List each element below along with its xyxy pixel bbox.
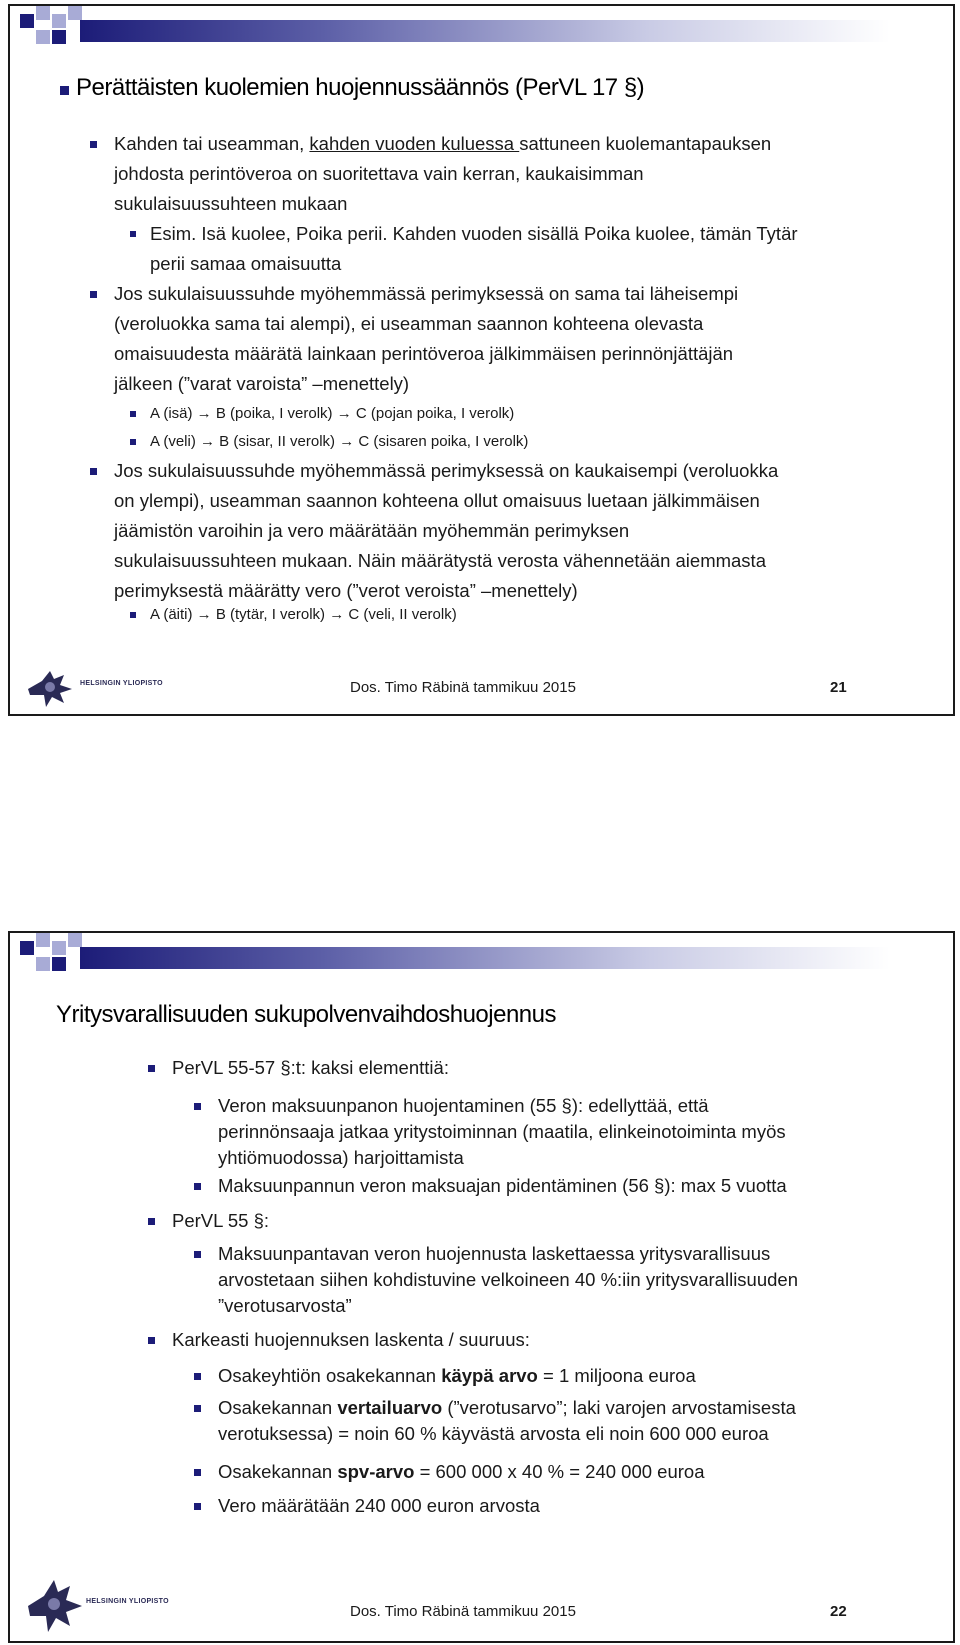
text: A (äiti) → B (tytär, I verolk) → C (veli, II verolk)	[150, 606, 457, 623]
deco-square	[68, 6, 82, 20]
deco-square	[36, 957, 50, 971]
text: perii samaa omaisuutta	[150, 253, 342, 274]
bullet-marker	[90, 291, 97, 298]
page-number: 22	[830, 1603, 847, 1620]
bullet-marker	[194, 1251, 201, 1258]
bullet-item	[172, 1325, 932, 1355]
slide-22	[8, 931, 955, 1643]
bullet-marker	[90, 141, 97, 148]
sub-bullet-item	[150, 219, 950, 279]
logo-emblem-icon	[24, 1568, 94, 1634]
bullet-marker	[194, 1405, 201, 1412]
sub-bullet-item	[218, 1457, 938, 1487]
logo-emblem-icon	[24, 661, 84, 709]
text: sattuneen kuolemantapauksen	[519, 133, 772, 154]
deco-square	[52, 14, 66, 28]
sub-bullet-item	[218, 1241, 938, 1319]
bullet-item	[172, 1053, 932, 1083]
bullet-marker	[194, 1503, 201, 1510]
title-bullet	[60, 86, 69, 95]
university-logo	[24, 1568, 184, 1638]
text: PerVL 55-57 §:t: kaksi elementtiä:	[172, 1057, 449, 1078]
bullet-marker	[130, 411, 136, 417]
bullet-marker	[194, 1183, 201, 1190]
deco-square	[52, 30, 66, 44]
text: Osakekannan	[218, 1397, 338, 1418]
text: (veroluokka sama tai alempi), ei useamman saannon kohteena olevasta	[114, 313, 704, 334]
sub-bullet-item	[150, 603, 930, 627]
header-decoration	[10, 933, 953, 985]
deco-square	[36, 30, 50, 44]
text: (”verotusarvo”; laki varojen arvostamisesta	[442, 1397, 796, 1418]
text: arvostetaan siihen kohdistuvine velkoineen 40 %:iin yritysvarallisuuden	[218, 1269, 798, 1290]
text: Kahden tai useamman,	[114, 133, 310, 154]
bold-text: käypä arvo	[441, 1365, 538, 1386]
bullet-item	[114, 129, 944, 219]
sub-bullet-item	[218, 1093, 938, 1171]
text: Osakeyhtiön osakekannan	[218, 1365, 442, 1386]
text: Vero määrätään 240 000 euron arvosta	[218, 1495, 540, 1516]
logo-text: HELSINGIN YLIOPISTO	[86, 1598, 169, 1605]
deco-square	[36, 933, 50, 947]
bullet-item	[172, 1206, 932, 1236]
slide-title: Yritysvarallisuuden sukupolvenvaihdoshuojennus	[56, 1001, 556, 1028]
bullet-marker	[148, 1218, 155, 1225]
text: jäämistön varoihin ja vero määrätään myöhemmän perimyksen	[114, 520, 630, 541]
text: sukulaisuussuhteen mukaan	[114, 193, 348, 214]
text: = 600 000 x 40 % = 240 000 euroa	[414, 1461, 705, 1482]
sub-bullet-item	[150, 430, 930, 454]
bullet-marker	[130, 439, 136, 445]
deco-square	[20, 941, 34, 955]
slide-21	[8, 4, 955, 716]
deco-square	[52, 941, 66, 955]
deco-square	[20, 14, 34, 28]
text: Esim. Isä kuolee, Poika perii. Kahden vuoden sisällä Poika kuolee, tämän Tytär	[150, 223, 798, 244]
text: omaisuudesta määrätä lainkaan perintöveroa jälkimmäisen perinnönjättäjän	[114, 343, 734, 364]
text: jälkeen (”varat varoista” –menettely)	[114, 373, 410, 394]
text: Maksuunpantavan veron huojennusta laskettaessa yritysvarallisuus	[218, 1243, 771, 1264]
gradient-band	[80, 20, 890, 42]
bullet-marker	[148, 1065, 155, 1072]
bold-text: vertailuarvo	[337, 1397, 443, 1418]
text: = 1 miljoona euroa	[537, 1365, 696, 1386]
bullet-item	[114, 456, 944, 606]
logo-text: HELSINGIN YLIOPISTO	[80, 680, 163, 687]
bold-text: spv-arvo	[337, 1461, 415, 1482]
bullet-marker	[130, 231, 136, 237]
sub-bullet-item	[218, 1171, 938, 1201]
page-number: 21	[830, 679, 847, 696]
slide-title: Perättäisten kuolemien huojennussäännös (PerVL 17 §)	[76, 74, 645, 101]
bullet-marker	[148, 1337, 155, 1344]
text: johdosta perintöveroa on suoritettava vain kerran, kaukaisimman	[114, 163, 644, 184]
underlined-text: kahden vuoden kuluessa	[309, 133, 520, 154]
gradient-band	[80, 947, 890, 969]
text: perimyksestä määrätty vero (”verot veroista” –menettely)	[114, 580, 578, 601]
text: Karkeasti huojennuksen laskenta / suuruus:	[172, 1329, 530, 1350]
footer-text: Dos. Timo Räbinä tammikuu 2015	[350, 1603, 576, 1620]
deco-square	[68, 933, 82, 947]
text: on ylempi), useamman saannon kohteena ollut omaisuus luetaan jälkimmäisen	[114, 490, 760, 511]
sub-bullet-item	[218, 1491, 938, 1521]
text: Jos sukulaisuussuhde myöhemmässä perimyksessä on kaukaisempi (veroluokka	[114, 460, 779, 481]
text: A (veli) → B (sisar, II verolk) → C (sisaren poika, I verolk)	[150, 433, 529, 450]
header-decoration	[10, 6, 953, 58]
bullet-marker	[194, 1103, 201, 1110]
footer-text: Dos. Timo Räbinä tammikuu 2015	[350, 679, 576, 696]
text: Veron maksuunpanon huojentaminen (55 §): edellyttää, että	[218, 1095, 709, 1116]
text: A (isä) → B (poika, I verolk) → C (pojan poika, I verolk)	[150, 405, 515, 422]
bullet-marker	[130, 612, 136, 618]
deco-square	[52, 957, 66, 971]
sub-bullet-item	[218, 1361, 938, 1391]
text: yhtiömuodossa) harjoittamista	[218, 1147, 464, 1168]
sub-bullet-item	[218, 1395, 938, 1447]
text: sukulaisuussuhteen mukaan. Näin määrätystä verosta vähennetään aiemmasta	[114, 550, 766, 571]
text: Osakekannan	[218, 1461, 338, 1482]
text: Maksuunpannun veron maksuajan pidentäminen (56 §): max 5 vuotta	[218, 1175, 787, 1196]
text: ”verotusarvosta”	[218, 1295, 352, 1316]
deco-square	[36, 6, 50, 20]
text: PerVL 55 §:	[172, 1210, 270, 1231]
sub-bullet-item	[150, 402, 930, 426]
text: perinnönsaaja jatkaa yritystoiminnan (maatila, elinkeinotoiminta myös	[218, 1121, 786, 1142]
bullet-marker	[194, 1373, 201, 1380]
university-logo	[24, 661, 164, 709]
text: Jos sukulaisuussuhde myöhemmässä perimyksessä on sama tai läheisempi	[114, 283, 739, 304]
bullet-item	[114, 279, 944, 399]
bullet-marker	[194, 1469, 201, 1476]
text: verotuksessa) = noin 60 % käyvästä arvosta eli noin 600 000 euroa	[218, 1423, 769, 1444]
bullet-marker	[90, 468, 97, 475]
